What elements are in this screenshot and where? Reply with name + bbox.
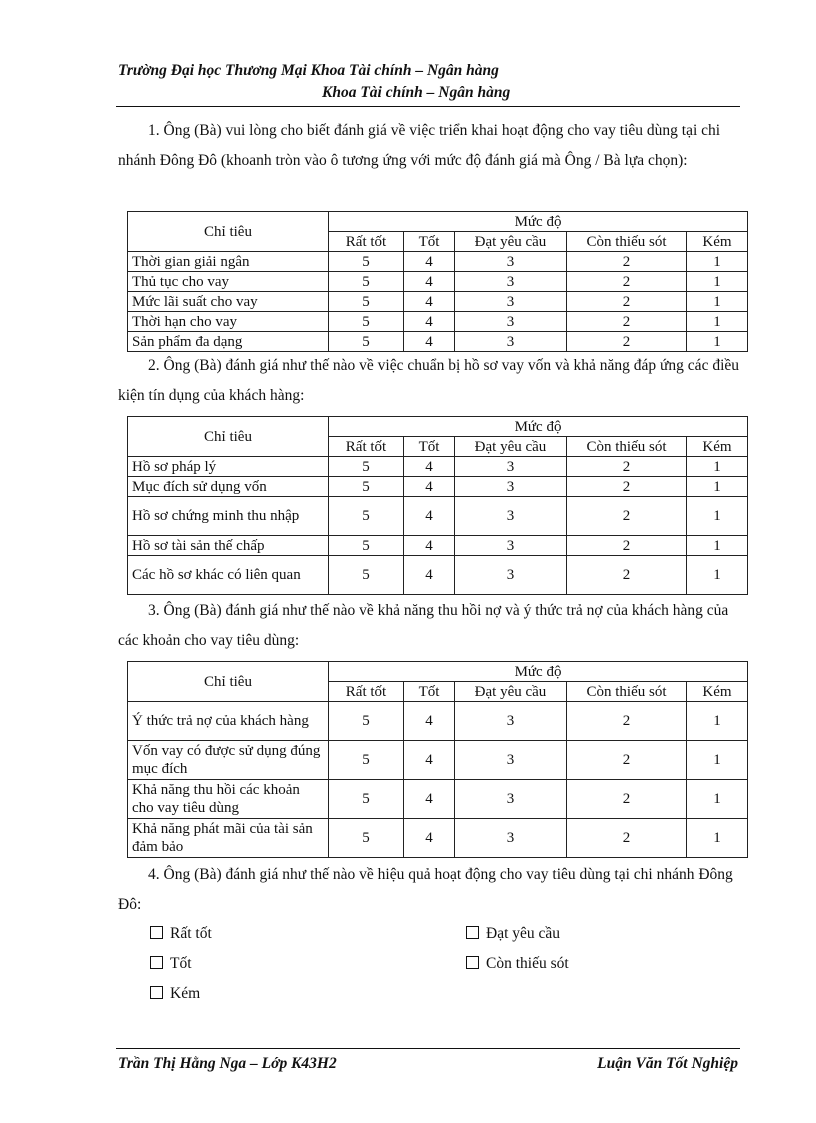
level-label: Đạt yêu cầu	[455, 682, 567, 702]
score-cell[interactable]: 5	[329, 252, 404, 272]
criteria-label: Ý thức trả nợ của khách hàng	[128, 702, 329, 741]
question-4-text: 4. Ông (Bà) đánh giá như thế nào về hiệu quả hoạt động cho vay tiêu dùng tại chi nhánh Đông Đô:	[118, 866, 733, 913]
score-cell[interactable]: 5	[329, 702, 404, 741]
level-label: Tốt	[404, 232, 455, 252]
score-cell[interactable]: 3	[455, 332, 567, 352]
table-row	[128, 312, 748, 332]
table-row	[128, 780, 748, 819]
score-cell[interactable]: 1	[687, 312, 748, 332]
question-3-text: 3. Ông (Bà) đánh giá như thế nào về khả năng thu hồi nợ và ý thức trả nợ của khách hàng của các khoản cho vay tiêu dùng:	[118, 602, 729, 649]
score-cell[interactable]: 1	[687, 457, 748, 477]
table-row	[128, 252, 748, 272]
level-header: Mức độ	[329, 417, 748, 437]
criteria-label: Thủ tục cho vay	[128, 272, 329, 292]
score-cell[interactable]: 3	[455, 741, 567, 780]
level-label: Còn thiếu sót	[567, 232, 687, 252]
score-cell[interactable]: 5	[329, 819, 404, 858]
score-cell[interactable]: 5	[329, 497, 404, 536]
table-row	[128, 272, 748, 292]
score-cell[interactable]: 4	[404, 741, 455, 780]
score-cell[interactable]: 5	[329, 457, 404, 477]
score-cell[interactable]: 5	[329, 741, 404, 780]
score-cell[interactable]: 4	[404, 780, 455, 819]
table-row	[128, 332, 748, 352]
checkbox-icon[interactable]	[466, 926, 479, 939]
score-cell[interactable]: 4	[404, 272, 455, 292]
level-label: Rất tốt	[329, 682, 404, 702]
score-cell[interactable]: 2	[567, 252, 687, 272]
score-cell[interactable]: 1	[687, 497, 748, 536]
criteria-label: Vốn vay có được sử dụng đúng mục đích	[128, 741, 329, 780]
level-header: Mức độ	[329, 662, 748, 682]
score-cell[interactable]: 1	[687, 702, 748, 741]
score-cell[interactable]: 5	[329, 556, 404, 595]
score-cell[interactable]: 2	[567, 741, 687, 780]
criteria-header: Chỉ tiêu	[128, 417, 329, 457]
score-cell[interactable]: 3	[455, 497, 567, 536]
score-cell[interactable]: 5	[329, 292, 404, 312]
score-cell[interactable]: 3	[455, 556, 567, 595]
score-cell[interactable]: 4	[404, 536, 455, 556]
question-1-table	[127, 211, 748, 352]
level-header: Mức độ	[329, 212, 748, 232]
score-cell[interactable]: 1	[687, 536, 748, 556]
table-row	[128, 457, 748, 477]
score-cell[interactable]: 5	[329, 332, 404, 352]
score-cell[interactable]: 3	[455, 536, 567, 556]
table-header-row	[128, 417, 748, 437]
level-label: Còn thiếu sót	[567, 682, 687, 702]
criteria-label: Mục đích sử dụng vốn	[128, 477, 329, 497]
score-cell[interactable]: 5	[329, 536, 404, 556]
score-cell[interactable]: 1	[687, 332, 748, 352]
checkbox-icon[interactable]	[150, 986, 163, 999]
score-cell[interactable]: 1	[687, 556, 748, 595]
score-cell[interactable]: 2	[567, 457, 687, 477]
footer-thesis-label: Luận Văn Tốt Nghiệp	[597, 1055, 738, 1072]
score-cell[interactable]: 2	[567, 292, 687, 312]
level-label: Còn thiếu sót	[567, 437, 687, 457]
table-row	[128, 702, 748, 741]
table-row	[128, 819, 748, 858]
question-2-text: 2. Ông (Bà) đánh giá như thế nào về việc chuẩn bị hồ sơ vay vốn và khả năng đáp ứng các điều kiện tín dụng của khách hàng:	[118, 357, 740, 404]
table-row	[128, 536, 748, 556]
score-cell[interactable]: 3	[455, 252, 567, 272]
score-cell[interactable]: 3	[455, 457, 567, 477]
footer-author: Trần Thị Hằng Nga – Lớp K43H2	[118, 1055, 337, 1072]
score-cell[interactable]: 4	[404, 252, 455, 272]
checkbox-icon[interactable]	[466, 956, 479, 969]
page-header	[118, 60, 740, 104]
score-cell[interactable]: 4	[404, 477, 455, 497]
criteria-label: Sản phẩm đa dạng	[128, 332, 329, 352]
score-cell[interactable]: 2	[567, 819, 687, 858]
criteria-label: Khả năng thu hồi các khoản cho vay tiêu dùng	[128, 780, 329, 819]
criteria-header: Chỉ tiêu	[128, 662, 329, 702]
score-cell[interactable]: 1	[687, 819, 748, 858]
level-label: Kém	[687, 437, 748, 457]
checkbox-icon[interactable]	[150, 926, 163, 939]
level-label: Kém	[687, 682, 748, 702]
score-cell[interactable]: 5	[329, 477, 404, 497]
question-2-table	[127, 416, 748, 595]
score-cell[interactable]: 4	[404, 312, 455, 332]
score-cell[interactable]: 3	[455, 312, 567, 332]
level-label: Tốt	[404, 682, 455, 702]
score-cell[interactable]: 4	[404, 702, 455, 741]
score-cell[interactable]: 1	[687, 741, 748, 780]
option-very-good[interactable]: Rất tốt	[150, 924, 212, 944]
criteria-label: Thời hạn cho vay	[128, 312, 329, 332]
table-row	[128, 477, 748, 497]
table-row	[128, 741, 748, 780]
table-row	[128, 497, 748, 536]
score-cell[interactable]: 2	[567, 332, 687, 352]
table-header-row	[128, 212, 748, 232]
option-poor[interactable]: Kém	[150, 984, 200, 1004]
score-cell[interactable]: 1	[687, 780, 748, 819]
level-label: Rất tốt	[329, 232, 404, 252]
criteria-label: Hồ sơ chứng minh thu nhập	[128, 497, 329, 536]
score-cell[interactable]: 5	[329, 312, 404, 332]
score-cell[interactable]: 2	[567, 477, 687, 497]
score-cell[interactable]: 3	[455, 477, 567, 497]
criteria-header: Chỉ tiêu	[128, 212, 329, 252]
criteria-label: Hồ sơ pháp lý	[128, 457, 329, 477]
option-deficient[interactable]: Còn thiếu sót	[466, 954, 569, 974]
score-cell[interactable]: 1	[687, 252, 748, 272]
score-cell[interactable]: 2	[567, 702, 687, 741]
score-cell[interactable]: 2	[567, 780, 687, 819]
table-header-row	[128, 662, 748, 682]
footer-rule	[116, 1048, 740, 1049]
score-cell[interactable]: 3	[455, 780, 567, 819]
table-row	[128, 556, 748, 595]
score-cell[interactable]: 1	[687, 292, 748, 312]
score-cell[interactable]: 2	[567, 312, 687, 332]
header-faculty: Khoa Tài chính – Ngân hàng	[322, 84, 511, 101]
score-cell[interactable]: 4	[404, 556, 455, 595]
score-cell[interactable]: 1	[687, 272, 748, 292]
criteria-label: Hồ sơ tài sản thế chấp	[128, 536, 329, 556]
score-cell[interactable]: 3	[455, 272, 567, 292]
score-cell[interactable]: 5	[329, 780, 404, 819]
score-cell[interactable]: 3	[455, 702, 567, 741]
question-3-table	[127, 661, 748, 858]
criteria-label: Khả năng phát mãi của tài sản đảm bảo	[128, 819, 329, 858]
level-label: Tốt	[404, 437, 455, 457]
score-cell[interactable]: 5	[329, 272, 404, 292]
criteria-label: Thời gian giải ngân	[128, 252, 329, 272]
header-rule	[116, 106, 740, 107]
score-cell[interactable]: 3	[455, 819, 567, 858]
option-satisfactory[interactable]: Đạt yêu cầu	[466, 924, 560, 944]
score-cell[interactable]: 4	[404, 332, 455, 352]
question-1-text: 1. Ông (Bà) vui lòng cho biết đánh giá về việc triển khai hoạt động cho vay tiêu dùng tại chi nhánh Đông Đô (khoanh tròn vào ô tương ứng với mức độ đánh giá mà Ông / Bà lựa chọn):	[118, 122, 721, 169]
score-cell[interactable]: 1	[687, 477, 748, 497]
score-cell[interactable]: 2	[567, 556, 687, 595]
score-cell[interactable]: 2	[567, 272, 687, 292]
header-university: Trường Đại học Thương Mại Khoa Tài chính – Ngân hàng	[118, 62, 499, 79]
level-label: Rất tốt	[329, 437, 404, 457]
level-label: Kém	[687, 232, 748, 252]
score-cell[interactable]: 4	[404, 819, 455, 858]
level-label: Đạt yêu cầu	[455, 437, 567, 457]
score-cell[interactable]: 4	[404, 292, 455, 312]
score-cell[interactable]: 4	[404, 497, 455, 536]
table-row	[128, 292, 748, 312]
score-cell[interactable]: 3	[455, 292, 567, 312]
score-cell[interactable]: 4	[404, 457, 455, 477]
level-label: Đạt yêu cầu	[455, 232, 567, 252]
score-cell[interactable]: 2	[567, 497, 687, 536]
checkbox-icon[interactable]	[150, 956, 163, 969]
criteria-label: Mức lãi suất cho vay	[128, 292, 329, 312]
score-cell[interactable]: 2	[567, 536, 687, 556]
option-good[interactable]: Tốt	[150, 954, 192, 974]
criteria-label: Các hồ sơ khác có liên quan	[128, 556, 329, 595]
